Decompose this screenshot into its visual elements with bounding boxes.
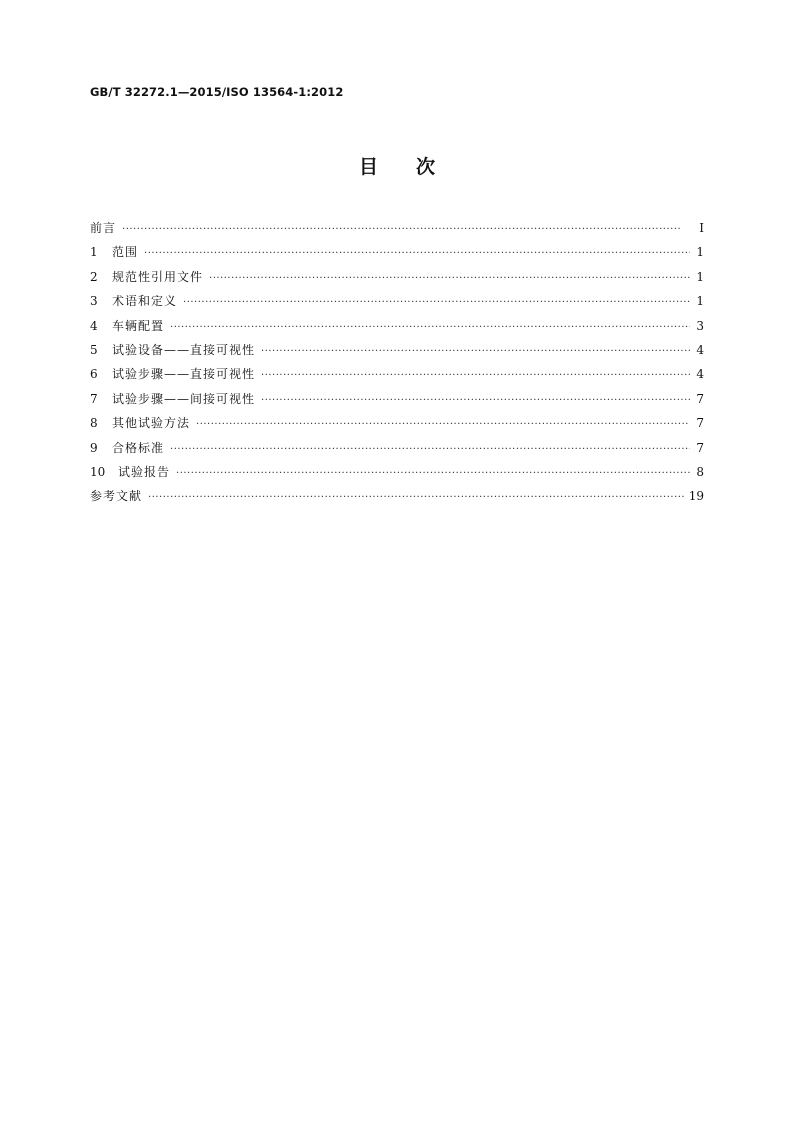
toc-entry-number: 10 bbox=[90, 464, 106, 479]
toc-entry-number: 9 bbox=[90, 440, 98, 455]
toc-entry-test-procedure-indirect[interactable] bbox=[90, 387, 704, 411]
toc-entry-scope[interactable] bbox=[90, 240, 704, 264]
toc-entry-test-procedure-direct[interactable] bbox=[90, 362, 704, 386]
toc-entry-label: 参考文献 bbox=[90, 489, 143, 504]
toc-entry-number: 8 bbox=[90, 416, 98, 431]
toc-entry-number: 5 bbox=[90, 342, 98, 357]
toc-page-number: 19 bbox=[688, 489, 704, 504]
toc-page-number: 1 bbox=[696, 294, 704, 309]
toc-entry-label: 合格标准 bbox=[112, 440, 165, 455]
toc-entry-label: 前言 bbox=[90, 221, 117, 235]
toc-entry-number: 2 bbox=[90, 269, 98, 284]
toc-page-number: 7 bbox=[696, 416, 704, 431]
toc-page-number: 4 bbox=[696, 367, 704, 382]
toc-dot-leader bbox=[148, 486, 685, 510]
toc-page-number: 4 bbox=[696, 342, 704, 357]
toc-entry-number: 7 bbox=[90, 391, 98, 406]
toc-entry-number: 1 bbox=[90, 245, 98, 260]
toc-entry-number: 6 bbox=[90, 367, 98, 382]
toc-entry-terms-definitions[interactable] bbox=[90, 289, 704, 313]
toc-entry-label: 范围 bbox=[112, 245, 139, 260]
toc-dot-leader bbox=[209, 267, 690, 291]
toc-page-number: 1 bbox=[696, 245, 704, 260]
toc-entry-label: 试验步骤——直接可视性 bbox=[112, 367, 256, 382]
toc-page-number: 8 bbox=[696, 464, 704, 479]
toc-entry-foreword[interactable] bbox=[90, 216, 704, 240]
toc-dot-leader bbox=[261, 364, 690, 388]
toc-dot-leader bbox=[170, 438, 690, 462]
toc-page-number: 7 bbox=[696, 440, 704, 455]
toc-entry-label: 车辆配置 bbox=[112, 318, 165, 333]
toc-entry-normative-references[interactable] bbox=[90, 265, 704, 289]
table-of-contents bbox=[90, 216, 704, 509]
toc-dot-leader bbox=[261, 340, 690, 364]
toc-entry-label: 试验报告 bbox=[118, 464, 171, 479]
toc-dot-leader bbox=[261, 389, 690, 413]
toc-page-number: 3 bbox=[696, 318, 704, 333]
toc-dot-leader bbox=[196, 413, 690, 437]
page-title: 目次 bbox=[358, 156, 473, 178]
toc-entry-label: 其他试验方法 bbox=[112, 416, 191, 431]
toc-entry-test-report[interactable] bbox=[90, 460, 704, 484]
toc-dot-leader bbox=[170, 316, 690, 340]
toc-entry-label: 规范性引用文件 bbox=[112, 269, 204, 284]
toc-page-number: 7 bbox=[696, 391, 704, 406]
toc-entry-label: 试验步骤——间接可视性 bbox=[112, 391, 256, 406]
toc-page-number: Ⅰ bbox=[699, 221, 704, 235]
toc-dot-leader bbox=[144, 242, 690, 266]
toc-entry-bibliography[interactable] bbox=[90, 484, 704, 508]
toc-entry-number: 3 bbox=[90, 294, 98, 309]
toc-dot-leader bbox=[122, 218, 690, 242]
toc-dot-leader bbox=[183, 291, 690, 315]
toc-dot-leader bbox=[176, 462, 690, 486]
toc-entry-vehicle-configuration[interactable] bbox=[90, 314, 704, 338]
standard-number-header: GB/T 32272.1—2015/ISO 13564-1:2012 bbox=[90, 85, 344, 99]
toc-entry-number: 4 bbox=[90, 318, 98, 333]
toc-entry-acceptance-criteria[interactable] bbox=[90, 436, 704, 460]
toc-entry-test-equipment-direct[interactable] bbox=[90, 338, 704, 362]
toc-entry-label: 试验设备——直接可视性 bbox=[112, 342, 256, 357]
toc-page-number: 1 bbox=[696, 269, 704, 284]
toc-entry-label: 术语和定义 bbox=[112, 294, 178, 309]
toc-entry-other-test-methods[interactable] bbox=[90, 411, 704, 435]
